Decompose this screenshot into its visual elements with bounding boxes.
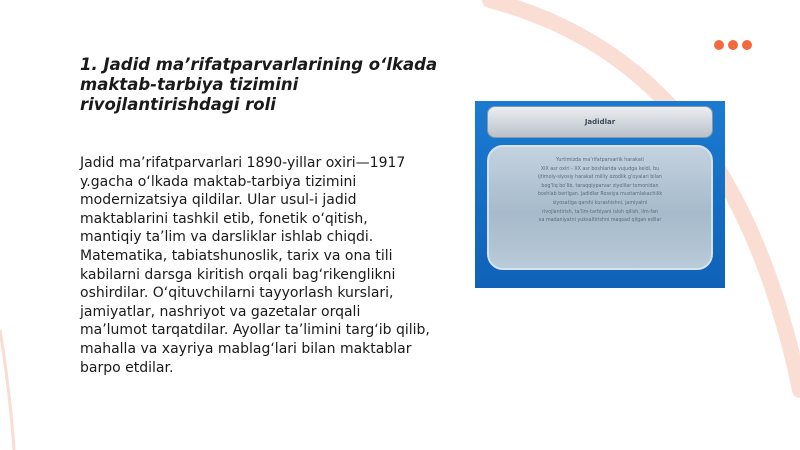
figure-text-line: XIX asr oxiri - XX asr boshlarida vujudga keldi, bu — [540, 166, 660, 172]
figure-text-line: va madaniyatni yuksaltirishni maqsad qilgan edilar — [538, 218, 662, 224]
figure-text-line: ijtimoiy-siyosiy harakat milliy ozodlik g‘oyalari bilan — [538, 175, 662, 181]
figure-text-line: bog‘liq bo‘lib, taraqqiyparvar ziyolilar tomonidan — [541, 183, 659, 189]
accent-dot — [714, 40, 724, 50]
accent-dots — [714, 40, 752, 50]
figure-text-line: siyosatiga qarshi kurashishni, jamiyatni — [552, 200, 648, 206]
figure-text-line: boshlab berilgan. Jadidlar Rossiya mustamlakachilik — [537, 192, 663, 198]
figure-header-label: Jadidlar — [584, 118, 616, 126]
accent-dot — [742, 40, 752, 50]
figure-text-line: Yurtimizda ma’rifatparvarlik harakati — [555, 158, 644, 163]
slide-body-text: Jadid ma’rifatparvarlari 1890-yillar oxiri—1917 y.gacha o‘lkada maktab-tarbiya tizimini modernizatsiya qildilar. Ular usul-i jadid maktablarini tashkil etib, fonetik o‘qitish, mantiqiy ta’lim va darsliklar ishlab chiqdi. Matematika, tabiatshunoslik, tarix va ona tili kabilarni darsga kiritish orqali bag‘rikenglikni oshirdilar. O‘qituvchilarni tayyorlash kurslari, jamiyatlar, nashriyot va gazetalar orqali ma’lumot tarqatdilar. Ayollar ta’limini targ‘ib qilib, mahalla va xayriya mablag‘lari bilan maktablar barpo etdilar. — [80, 155, 430, 376]
accent-dot — [728, 40, 738, 50]
slide-title: 1. Jadid ma’rifatparvarlarining o‘lkada maktab-tarbiya tizimini rivojlantirishdagi roli — [80, 55, 438, 114]
jadidlar-image — [475, 101, 725, 288]
figure-text-line: rivojlantirish, ta’lim-tarbiyani isloh qilish, ilm-fan — [541, 209, 659, 215]
figure-header — [487, 106, 713, 138]
figure-text-panel — [487, 145, 713, 270]
